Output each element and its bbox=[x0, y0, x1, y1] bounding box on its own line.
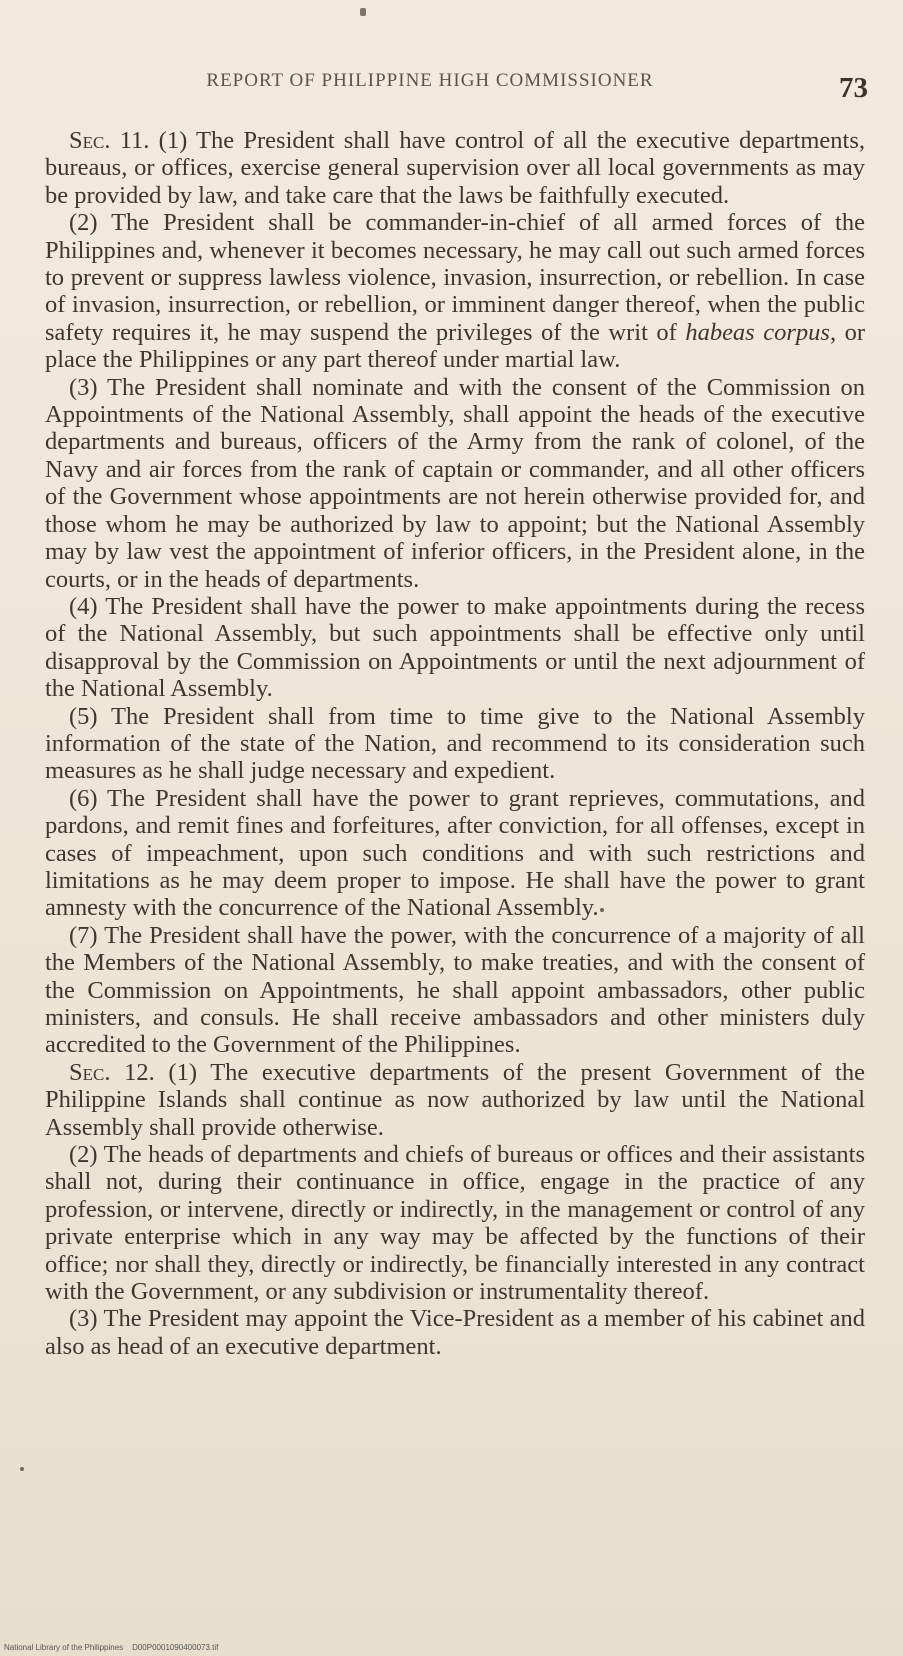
paragraph bbox=[45, 209, 865, 373]
speck-mark bbox=[20, 1467, 24, 1471]
paragraph bbox=[45, 1141, 865, 1305]
section-label: Sec. 12. bbox=[69, 1058, 155, 1086]
paragraph-text: (6) The President shall have the power to grant reprieves, commutations, and pardons, and remit fines and forfeitures, after conviction, for all offenses, except in cases of impeachment, upon such conditions and with such restrictions and limitations as he may deem proper to impose. He shall have the power to grant amnesty with the concurrence of the National Assembly. bbox=[45, 784, 865, 922]
library-credit: National Library of the Philippines bbox=[4, 1643, 124, 1652]
paragraph-text: (1) The President shall have control of all the executive departments, bureaus, or offices, exercise general supervision over all local governments as may be provided by law, and take care that the laws be faithfully executed. bbox=[45, 127, 865, 209]
latin-term: habeas corpus bbox=[685, 318, 830, 346]
file-code: D00P0001090400073.tif bbox=[132, 1643, 219, 1652]
paragraph bbox=[45, 703, 865, 785]
paragraph-text: (2) The President shall be commander-in-chief of all armed forces of the Philippines and, whenever it becomes necessary, he may call out such armed forces to prevent or suppress lawless violence, invasion, insurrection, or rebellion. In case of invasion, insurrection, or rebellion, or imminent danger thereof, when the public safety requires it, he may suspend the privileges of the writ of habeas corpus, or place the Philippines or any part thereof under martial law. bbox=[45, 209, 865, 374]
paragraph-text: (3) The President shall nominate and with the consent of the Commission on Appointments of the National Assembly, shall appoint the heads of the executive departments and bureaus, officers of the Army from the rank of colonel, of the Navy and air forces from the rank of captain or commander, and all other officers of the Government whose appointments are not herein otherwise provided for, and those whom he may be authorized by law to appoint; but the National Assembly may by law vest the appointment of inferior officers, in the President alone, in the courts, or in the heads of departments. bbox=[45, 373, 865, 593]
running-head: REPORT OF PHILIPPINE HIGH COMMISSIONER bbox=[206, 70, 654, 91]
speck-mark bbox=[600, 908, 604, 912]
paragraph-text: (3) The President may appoint the Vice-President as a member of his cabinet and also as head of an executive department. bbox=[45, 1305, 865, 1360]
scan-footer bbox=[4, 1643, 218, 1652]
page-number: 73 bbox=[839, 72, 868, 104]
paragraph-text: (4) The President shall have the power to make appointments during the recess of the National Assembly, but such appointments shall be effective only until disapproval by the Commission on Appointments or until the next adjournment of the National Assembly. bbox=[45, 592, 865, 703]
paragraph bbox=[45, 593, 865, 703]
paragraph bbox=[45, 1059, 865, 1141]
paragraph-text: (1) The executive departments of the present Government of the Philippine Islands shall continue as now authorized by law until the National Assembly shall provide otherwise. bbox=[45, 1058, 865, 1141]
paragraph bbox=[45, 374, 865, 593]
paragraph bbox=[45, 922, 865, 1059]
paragraph bbox=[45, 127, 865, 209]
paragraph bbox=[45, 1305, 865, 1360]
body-text bbox=[45, 127, 865, 1360]
paragraph-text: (5) The President shall from time to time give to the National Assembly information of the state of the Nation, and recommend to its consideration such measures as he shall judge necessary and expedient. bbox=[45, 702, 865, 785]
binding-mark bbox=[360, 8, 366, 16]
paragraph bbox=[45, 785, 865, 922]
paragraph-text: (7) The President shall have the power, with the concurrence of a majority of all the Members of the National Assembly, to make treaties, and with the consent of the Commission on Appointments, he shall appoint ambassadors, other public ministers, and consuls. He shall receive ambassadors and other ministers duly accredited to the Government of the Philippines. bbox=[45, 921, 865, 1059]
section-label: Sec. 11. bbox=[69, 127, 150, 154]
paragraph-text: (2) The heads of departments and chiefs of bureaus or offices and their assistants shall not, during their continuance in office, engage in the practice of any profession, or intervene, directly or indirectly, in the management or control of any private enterprise which in any way may be affected by the functions of their office; nor shall they, directly or indirectly, be financially interested in any contract with the Government, or any subdivision or instrumentality thereof. bbox=[45, 1141, 865, 1306]
